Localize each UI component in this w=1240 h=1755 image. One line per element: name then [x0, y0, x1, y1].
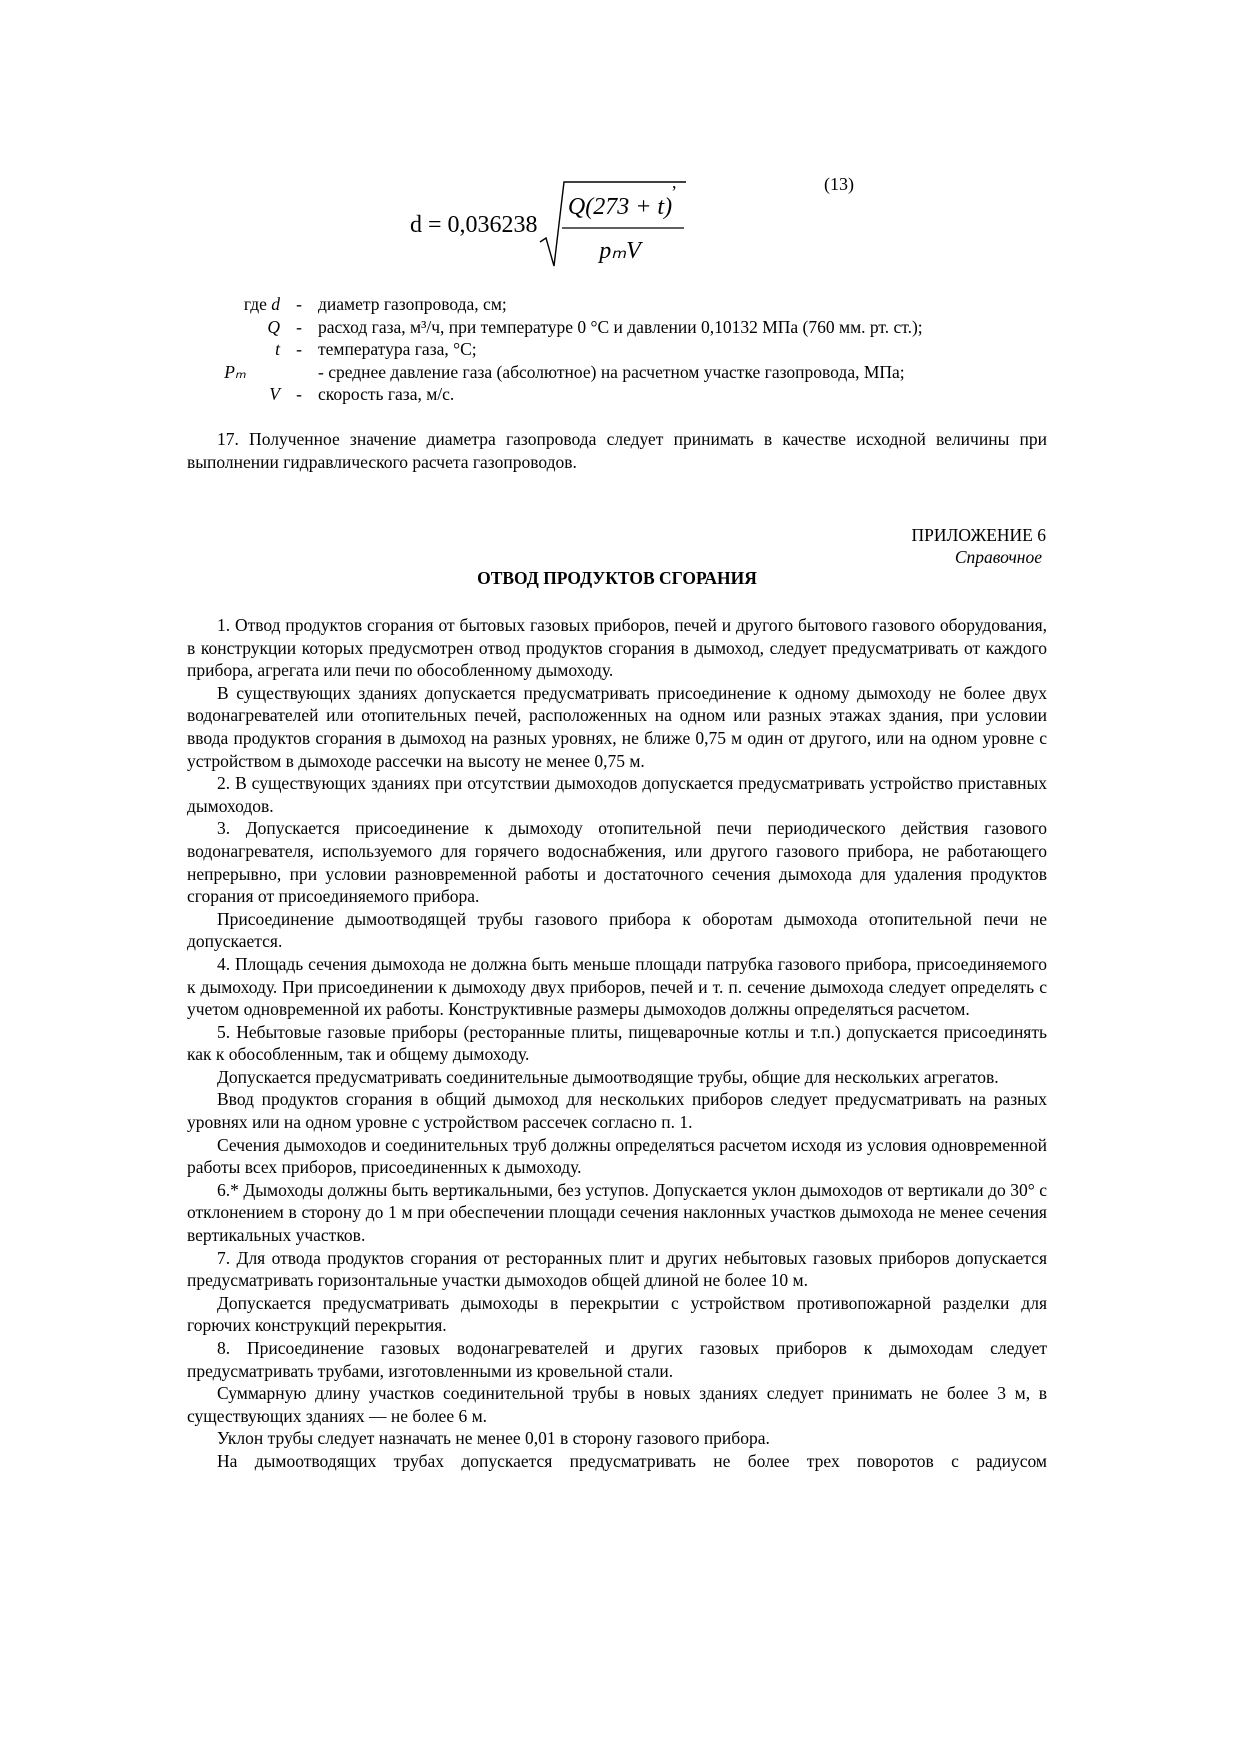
legend-row: [190, 361, 1050, 384]
paragraph: Суммарную длину участков соединительной трубы в новых зданиях следует принимать не более 3 м, в существующих зданиях — не более 6 м.: [187, 1383, 1047, 1426]
legend-symbol: t: [275, 339, 280, 359]
legend-text: - среднее давление газа (абсолютное) на расчетном участке газопровода, МПа;: [318, 361, 905, 382]
formula-lhs: d = 0,036238: [410, 212, 538, 238]
legend-dash: [280, 361, 318, 384]
numerator: Q(273 + t): [567, 194, 673, 220]
appendix-subtitle: Справочное: [954, 547, 1042, 567]
legend-text: расход газа, м³/ч, при температуре 0 °С и давлении 0,10132 МПа (760 мм. рт. ст.);: [318, 316, 923, 337]
legend-dash: -: [296, 316, 302, 337]
formula-comma: ,: [672, 172, 677, 192]
paragraph: Допускается предусматривать дымоходы в перекрытии с устройством противопожарной разделки для горючих конструкций перекрытия.: [187, 1292, 1047, 1336]
body-text: [187, 614, 1047, 1473]
legend-dash: -: [296, 339, 302, 359]
legend-text: температура газа, °С;: [318, 339, 477, 359]
paragraph: 4. Площадь сечения дымохода не должна быть меньше площади патрубка газового прибора, присоединяемого к дымоходу. При присоединении к дымоходу двух приборов, печей и т. п. сечение дымохода следует определять с учетом одновременной их работы. Конструктивные размеры дымоходов должны определяться расчетом.: [187, 953, 1047, 1020]
paragraph: 1. Отвод продуктов сгорания от бытовых газовых приборов, печей и другого бытового газового оборудования, в конструкции которых предусмотрен отвод продуктов сгорания в дымоход, следует предусматривать от каждого прибора, агрегата или печи по обособленному дымоходу.: [187, 615, 1047, 681]
paragraph: 3. Допускается присоединение к дымоходу отопительной печи периодического действия газового водонагревателя, используемого для горячего водоснабжения, или другого газового прибора, не работающего непрерывно, при условии разновременной работы и достаточного сечения дымохода для удаления продуктов сгорания от присоединяемого прибора.: [187, 818, 1047, 907]
paragraph: 2. В существующих зданиях при отсутствии дымоходов допускается предусматривать устройство приставных дымоходов.: [187, 773, 1047, 816]
paragraph: Ввод продуктов сгорания в общий дымоход для нескольких приборов следует предусматривать на разных уровнях или на одном уровне с устройством рассечек согласно п. 1.: [187, 1089, 1047, 1133]
appendix-label: ПРИЛОЖЕНИЕ 6: [911, 525, 1046, 545]
legend-row: [190, 338, 1050, 361]
legend-symbol: V: [269, 384, 280, 404]
legend-symbol: Pₘ: [224, 361, 246, 382]
formula-legend: [190, 293, 1050, 406]
legend-row: [190, 383, 1050, 406]
paragraph: 7. Для отвода продуктов сгорания от ресторанных плит и других небытовых газовых приборов допускается предусматривать горизонтальные участки дымоходов общей длиной не более 10 м.: [187, 1247, 1047, 1291]
equation-number: (13): [824, 174, 854, 194]
paragraph: Присоединение дымоотводящей трубы газового прибора к оборотам дымохода отопительной печи не допускается.: [187, 908, 1047, 952]
legend-text: диаметр газопровода, см;: [318, 294, 507, 314]
paragraph-17-block: [187, 428, 1047, 473]
paragraph: Сечения дымоходов и соединительных труб должны определяться расчетом исходя из условия одновременной работы всех приборов, присоединенных к дымоходу.: [187, 1134, 1047, 1178]
paragraph: 17. Полученное значение диаметра газопровода следует принимать в качестве исходной величины при выполнении гидравлического расчета газопроводов.: [187, 429, 1047, 472]
legend-symbol: Q: [267, 316, 280, 337]
legend-dash: -: [296, 294, 302, 314]
paragraph: Допускается предусматривать соединительные дымоотводящие трубы, общие для нескольких агрегатов.: [217, 1066, 999, 1087]
legend-row: [190, 316, 1050, 339]
paragraph: 5. Небытовые газовые приборы (ресторанные плиты, пищеварочные котлы и т.п.) допускается присоединять как к обособленным, так и общему дымоходу.: [187, 1021, 1047, 1065]
section-title: ОТВОД ПРОДУКТОВ СГОРАНИЯ: [477, 568, 757, 588]
legend-prefix: где: [243, 294, 272, 314]
paragraph: В существующих зданиях допускается предусматривать присоединение к одному дымоходу не более двух водонагревателей или отопительных печей, расположенных на одном или разных этажах здания, при условии ввода продуктов сгорания в дымоход на разных уровнях, не ближе 0,75 м один от другого, или на одном уровне с устройством в дымоходе рассечки на высоту не менее 0,75 м.: [187, 682, 1047, 771]
paragraph: 6.* Дымоходы должны быть вертикальными, без уступов. Допускается уклон дымоходов от вертикали до 30° с отклонением в сторону до 1 м при обеспечении площади сечения наклонных участков дымохода не менее сечения вертикальных участков.: [187, 1179, 1047, 1246]
denominator: pₘV: [599, 238, 641, 264]
paragraph: 8. Присоединение газовых водонагревателей и других газовых приборов к дымоходам следует предусматривать трубами, изготовленными из кровельной стали.: [187, 1338, 1047, 1381]
legend-text: скорость газа, м/с.: [318, 384, 455, 404]
legend-dash: -: [296, 384, 302, 404]
paragraph: На дымоотводящих трубах допускается предусматривать не более трех поворотов с радиусом: [217, 1450, 1047, 1471]
legend-row: [190, 293, 1050, 316]
legend-symbol: d: [271, 294, 280, 314]
appendix-header: [911, 524, 1046, 568]
paragraph: Уклон трубы следует назначать не менее 0,01 в сторону газового прибора.: [217, 1428, 770, 1449]
